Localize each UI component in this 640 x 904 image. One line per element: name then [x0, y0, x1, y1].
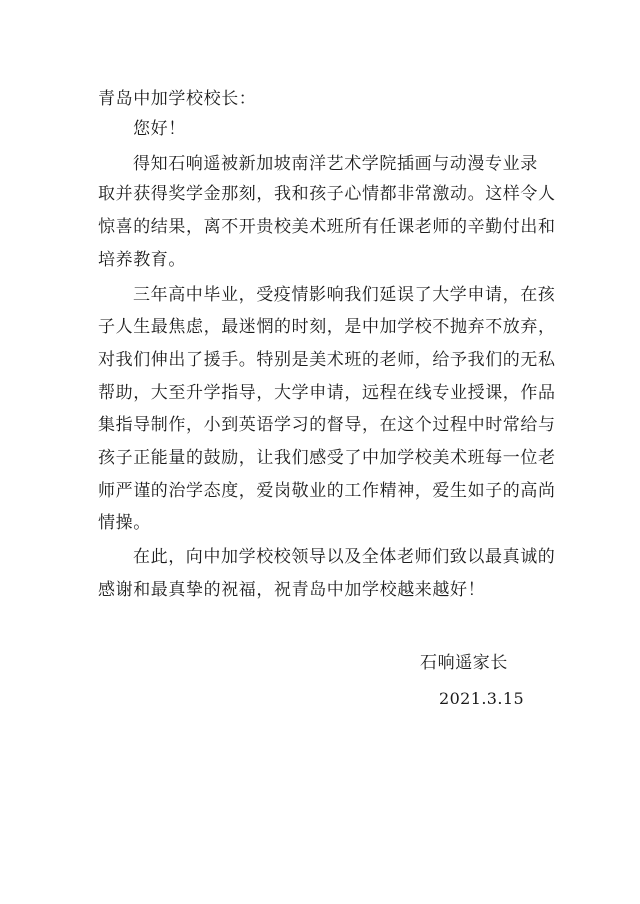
paragraph2-line5: 集指导制作，小到英语学习的督导，在这个过程中时常给与: [98, 415, 556, 435]
paragraph1-line3: 惊喜的结果，离不开贵校美术班所有任课老师的辛勤付出和: [98, 217, 556, 237]
letter-date: 2021.3.15: [439, 689, 525, 708]
paragraph2-line3: 对我们伸出了援手。特别是美术班的老师，给予我们的无私: [98, 350, 556, 370]
paragraph2-line6: 孩子正能量的鼓励，让我们感受了中加学校美术班每一位老: [98, 448, 556, 468]
paragraph2-line1: 三年高中毕业，受疫情影响我们延误了大学申请，在孩: [133, 285, 556, 305]
signature: 石响遥家长: [420, 653, 508, 673]
paragraph1-line2: 取并获得奖学金那刻，我和孩子心情都非常激动。这样令人: [98, 184, 556, 204]
paragraph3-line2: 感谢和最真挚的祝福，祝青岛中加学校越来越好！: [98, 580, 486, 600]
greeting: 您好！: [133, 119, 186, 139]
paragraph1-line4: 培养教育。: [98, 250, 186, 270]
paragraph3-line1: 在此，向中加学校校领导以及全体老师们致以最真诚的: [133, 547, 556, 567]
paragraph2-line4: 帮助，大至升学指导，大学申请，远程在线专业授课，作品: [98, 383, 556, 403]
paragraph2-line7: 师严谨的治学态度，爱岗敬业的工作精神，爱生如子的高尚: [98, 481, 556, 501]
paragraph2-line8: 情操。: [98, 513, 151, 533]
paragraph1-line1: 得知石响遥被新加坡南洋艺术学院插画与动漫专业录: [133, 154, 538, 174]
salutation: 青岛中加学校校长：: [98, 89, 257, 109]
paragraph2-line2: 子人生最焦虑，最迷惘的时刻，是中加学校不抛弃不放弃，: [98, 317, 556, 337]
